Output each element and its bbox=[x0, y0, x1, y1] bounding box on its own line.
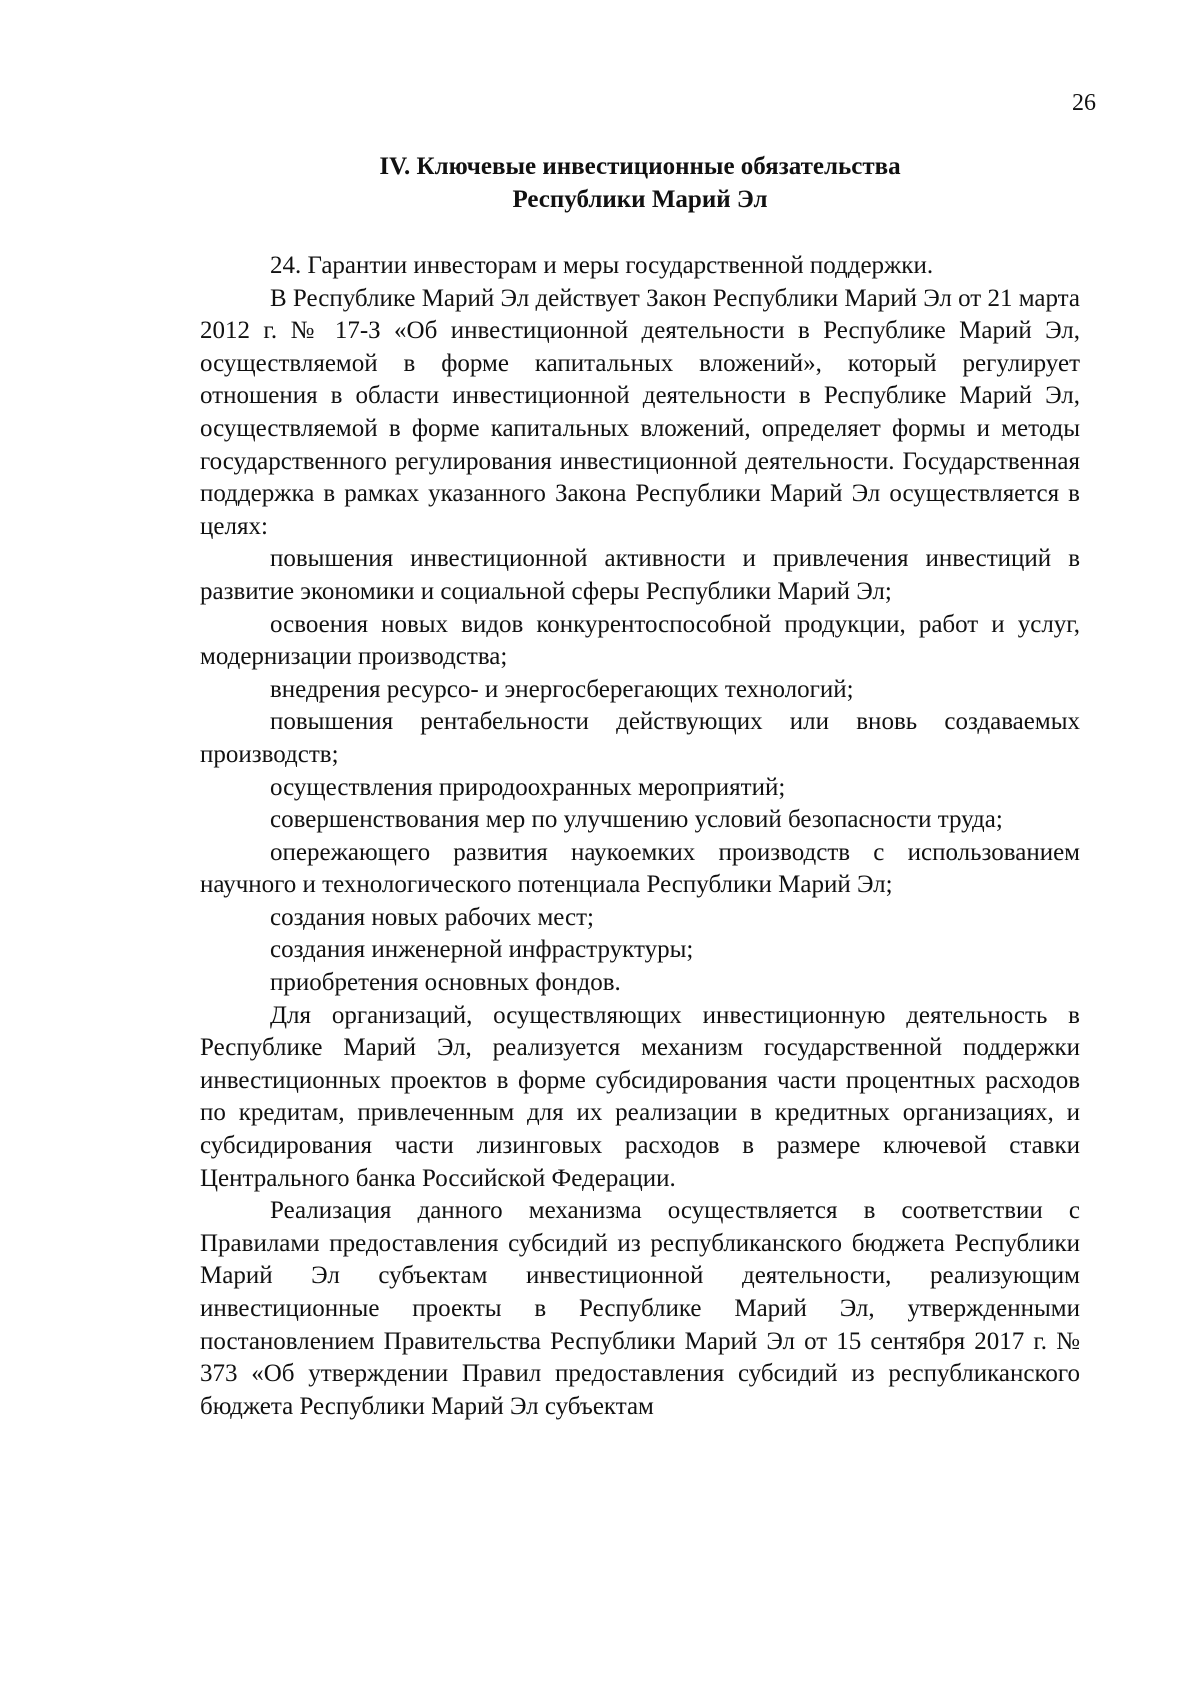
paragraph-implementation: Реализация данного механизма осуществляется в соответствии с Правилами предоставления субсидий из республиканского бюджета Республики Марий Эл субъектам инвестиционной деятельности, реализующим инвестиционные проекты в Республике Марий Эл, утвержденными постановлением Правительства Республики Марий Эл от 15 сентября 2017 г. № 373 «Об утверждении Правил предоставления субсидий из республиканского бюджета Республики Марий Эл субъектам bbox=[200, 1197, 1080, 1420]
paragraph-item-24: 24. Гарантии инвесторам и меры государственной поддержки. bbox=[270, 252, 934, 279]
section-heading-line-2: Республики Марий Эл bbox=[512, 186, 768, 213]
document-body bbox=[200, 250, 1080, 1423]
goal-list-item: совершенствования мер по улучшению условий безопасности труда; bbox=[270, 806, 1003, 834]
goal-list-item: повышения рентабельности действующих или вновь создаваемых производств; bbox=[200, 708, 1080, 768]
paragraph-law-description: В Республике Марий Эл действует Закон Республики Марий Эл от 21 марта 2012 г. № 17-З «Об инвестиционной деятельности в Республике Марий Эл, осуществляемой в форме капитальных вложений», который регулирует отношения в области инвестиционной деятельности в Республике Марий Эл, осуществляемой в форме капитальных вложений, определяет формы и методы государственного регулирования инвестиционной деятельности. Государственная поддержка в рамках указанного Закона Республики Марий Эл осуществляется в целях: bbox=[200, 284, 1080, 540]
goal-list-item: приобретения основных фондов. bbox=[270, 969, 621, 997]
paragraph-support-mechanism: Для организаций, осуществляющих инвестиционную деятельность в Республике Марий Эл, реализуется механизм государственной поддержки инвестиционных проектов в форме субсидирования части процентных расходов по кредитам, привлеченным для их реализации в кредитных организациях, и субсидирования части лизинговых расходов в размере ключевой ставки Центрального банка Российской Федерации. bbox=[200, 1001, 1080, 1192]
goal-list-item: опережающего развития наукоемких производств с использованием научного и технологического потенциала Республики Марий Эл; bbox=[200, 838, 1080, 899]
goal-list-item: создания инженерной инфраструктуры; bbox=[270, 936, 694, 964]
goal-list-item: создания новых рабочих мест; bbox=[270, 903, 594, 931]
goal-list-item: повышения инвестиционной активности и привлечения инвестиций в развитие экономики и социальной сферы Республики Марий Эл; bbox=[200, 545, 1080, 605]
goal-list-item: освоения новых видов конкурентоспособной продукции, работ и услуг, модернизации производства; bbox=[200, 610, 1080, 671]
goal-list-item: осуществления природоохранных мероприятий; bbox=[270, 773, 786, 801]
goal-list-item: внедрения ресурсо- и энергосберегающих технологий; bbox=[270, 675, 854, 703]
section-heading-line-1: IV. Ключевые инвестиционные обязательства bbox=[379, 153, 901, 180]
page-number: 26 bbox=[1072, 90, 1096, 116]
section-heading bbox=[200, 150, 1080, 216]
